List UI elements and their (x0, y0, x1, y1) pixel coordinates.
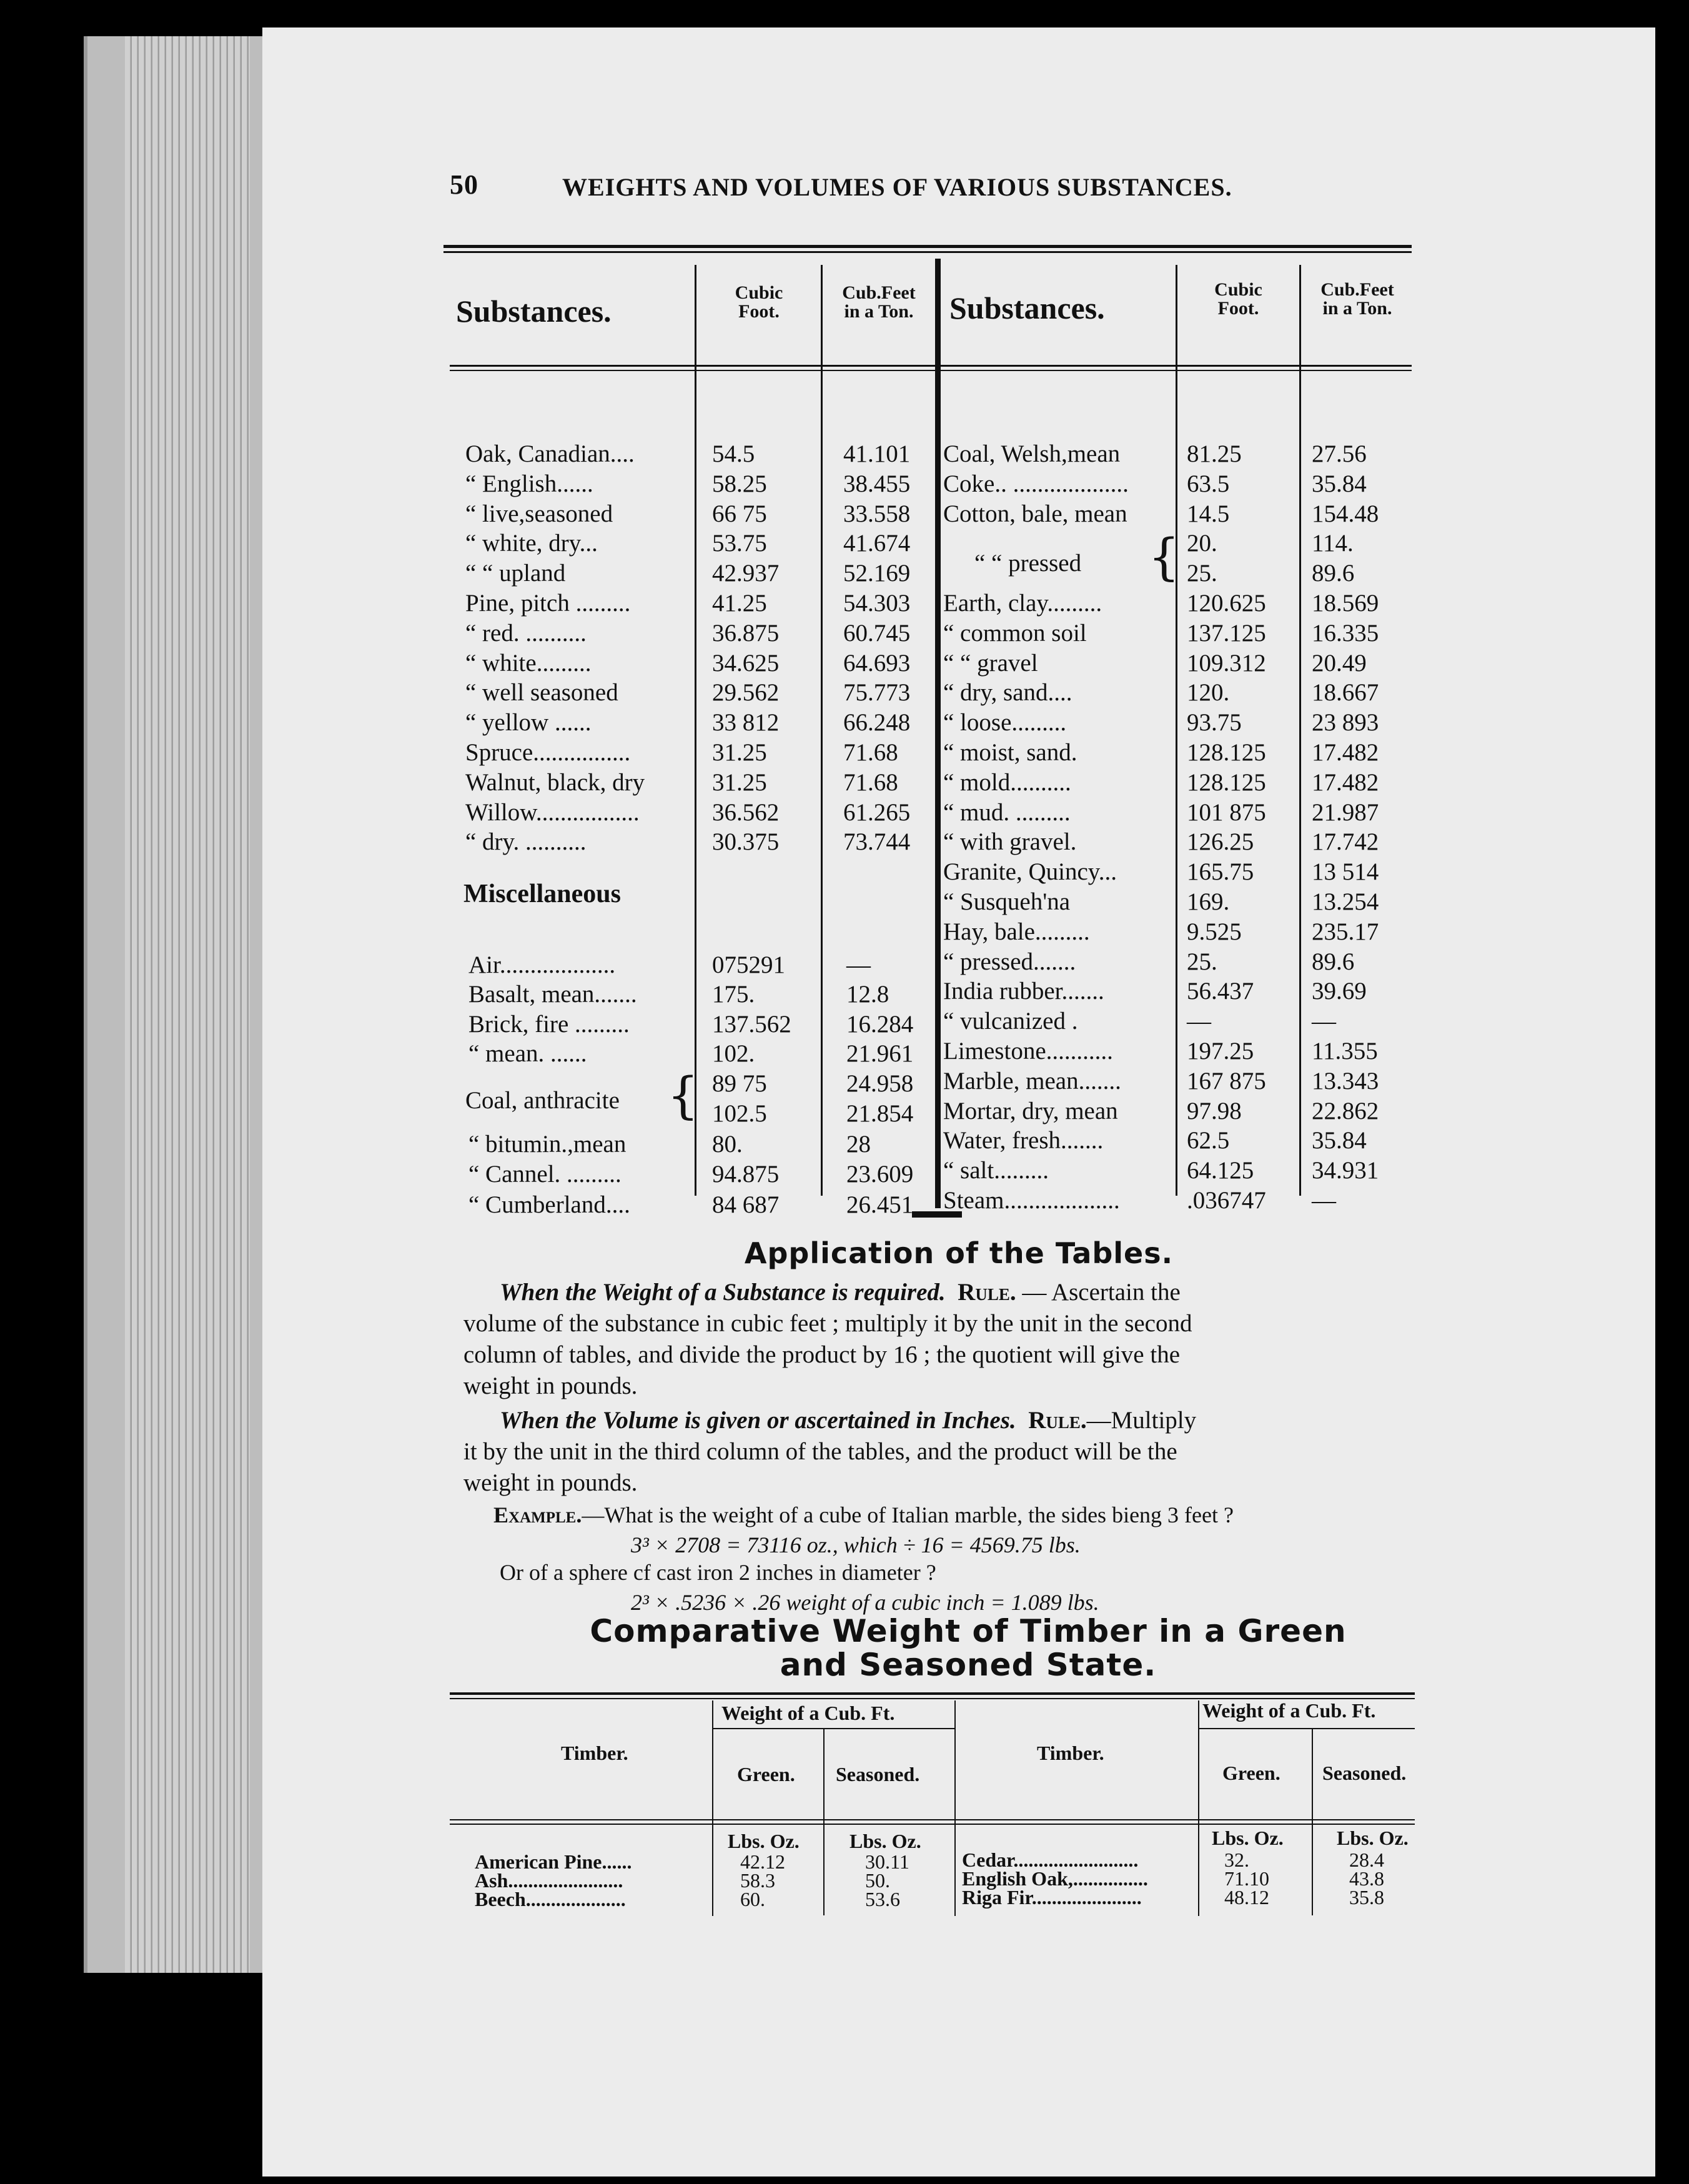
cubic-foot-value: 169. (1187, 888, 1230, 915)
unit-seasoned-right: Lbs. Oz. (1337, 1827, 1409, 1849)
seasoned-weight: 30.11 (865, 1850, 909, 1873)
cubic-foot-value: 9.525 (1187, 918, 1242, 945)
substance-name: “ live,seasoned (465, 500, 613, 527)
rule (450, 370, 1412, 371)
cubic-foot-value: 94.875 (712, 1161, 780, 1188)
substance-name: “ red. .......... (465, 619, 587, 647)
cub-feet-per-ton-value: 34.931 (1312, 1157, 1379, 1184)
substance-name: Oak, Canadian.... (465, 440, 635, 467)
coal-anthracite-label: Coal, anthracite (465, 1087, 620, 1114)
cub-feet-per-ton-value: 64.693 (843, 649, 911, 677)
cub-feet-per-ton-value: 13 514 (1312, 858, 1379, 886)
column-divider (954, 1700, 956, 1916)
cub-feet-per-ton-value: — (1312, 1187, 1336, 1214)
cub-feet-per-ton-value: 21.961 (846, 1040, 914, 1067)
cub-feet-per-ton-value: 22.862 (1312, 1097, 1379, 1124)
column-divider (1299, 265, 1301, 1196)
cubic-foot-value: 20. (1187, 530, 1217, 557)
example-question-2: Or of a sphere cf cast iron 2 inches in diameter ? (500, 1560, 936, 1585)
cubic-foot-value: 36.562 (712, 798, 780, 826)
paragraph-1-line-4: weight in pounds. (463, 1372, 638, 1399)
timber-name: American Pine...... (475, 1850, 632, 1873)
column-divider (821, 265, 823, 1196)
column-divider (695, 265, 696, 1196)
cub-feet-per-ton-value: 75.773 (843, 679, 911, 707)
substance-name: Basalt, mean....... (468, 981, 637, 1008)
unit-seasoned-left: Lbs. Oz. (849, 1830, 921, 1852)
cub-feet-per-ton-value: 52.169 (843, 560, 911, 587)
rule (443, 251, 1412, 253)
paragraph-2-line-2: it by the unit in the third column of the tables, and the product will be the (463, 1438, 1177, 1465)
rule (450, 1824, 1415, 1825)
cubic-foot-value: 175. (712, 981, 755, 1008)
cubic-foot-value: 84 687 (712, 1191, 780, 1218)
seasoned-header-left: Seasoned. (836, 1763, 920, 1785)
comparative-title-line-1: Comparative Weight of Timber in a Green (590, 1613, 1347, 1649)
seasoned-weight: 50. (865, 1869, 890, 1892)
cubic-foot-value: 167 875 (1187, 1067, 1266, 1094)
unit-green-left: Lbs. Oz. (728, 1830, 800, 1852)
cub-feet-per-ton-value: 89.6 (1312, 948, 1355, 975)
cubic-foot-value: 81.25 (1187, 440, 1242, 467)
timber-name: Cedar......................... (962, 1849, 1139, 1871)
substance-name: Spruce................ (465, 739, 631, 766)
cub-feet-per-ton-value: 16.284 (846, 1011, 914, 1038)
substance-name: Cotton, bale, mean (943, 500, 1127, 527)
green-weight: 32. (1224, 1849, 1249, 1871)
cubic-foot-value: 36.875 (712, 619, 780, 647)
page-edges (84, 36, 281, 1973)
cub-feet-per-ton-value: 71.68 (843, 768, 898, 796)
paragraph-1-line-3: column of tables, and divide the product by 16 ; the quotient will give the (463, 1341, 1181, 1368)
cub-feet-per-ton-value: 60.745 (843, 619, 911, 647)
column-divider (1312, 1728, 1313, 1915)
rule (712, 1728, 956, 1729)
example-question: Example.—What is the weight of a cube of Italian marble, the sides bieng 3 feet ? (493, 1502, 1234, 1527)
book-page (262, 27, 1655, 2177)
rule (1199, 1728, 1415, 1729)
cubic-foot-value: 14.5 (1187, 500, 1230, 527)
substance-name: “ with gravel. (943, 828, 1077, 856)
cub-feet-per-ton-value: 23 893 (1312, 709, 1379, 737)
column-divider (1198, 1700, 1199, 1916)
substance-name: Willow................. (465, 798, 640, 826)
cub-feet-per-ton-value: 41.101 (843, 440, 911, 467)
rule (443, 245, 1412, 248)
cub-feet-per-ton-value: 17.482 (1312, 768, 1379, 796)
cub-feet-per-ton-value: 16.335 (1312, 619, 1379, 647)
substance-name: “ bitumin.,mean (468, 1131, 627, 1158)
substance-name: “ yellow ...... (465, 709, 592, 737)
substance-name: “ pressed....... (943, 948, 1076, 975)
cub-feet-per-ton-value: 18.667 (1312, 679, 1379, 707)
cubic-foot-value: 53.75 (712, 530, 767, 557)
cub-feet-per-ton-value: 27.56 (1312, 440, 1367, 467)
column-divider (1176, 265, 1177, 1196)
cub-feet-per-ton-value: 12.8 (846, 981, 889, 1008)
cotton-pressed-label: “ “ pressed (974, 550, 1082, 577)
substance-name: Walnut, black, dry (465, 768, 645, 796)
cub-feet-per-ton-value: 24.958 (846, 1070, 914, 1097)
cub-feet-per-ton-value: 73.744 (843, 828, 911, 856)
cubic-foot-value: 66 75 (712, 500, 767, 527)
substance-name: “ vulcanized . (943, 1008, 1078, 1035)
timber-header-left: Timber. (561, 1742, 628, 1764)
substance-name: India rubber....... (943, 978, 1104, 1005)
cubic-foot-value: 101 875 (1187, 798, 1266, 826)
substance-name: Coal, Welsh,mean (943, 440, 1121, 467)
cubic-foot-value: 25. (1187, 948, 1217, 975)
cub-feet-per-ton-value: 114. (1312, 530, 1354, 557)
substance-name: Mortar, dry, mean (943, 1097, 1118, 1124)
green-header-left: Green. (737, 1763, 795, 1785)
cubic-foot-value: 31.25 (712, 768, 767, 796)
cubic-foot-value: 075291 (712, 951, 785, 978)
cub-feet-per-ton-value: — (1312, 1008, 1336, 1035)
cubic-foot-value: 137.125 (1187, 619, 1266, 647)
paragraph-2-line-3: weight in pounds. (463, 1469, 638, 1496)
cubic-foot-value: 54.5 (712, 440, 755, 467)
timber-name: Beech.................... (475, 1888, 626, 1910)
substance-name: Water, fresh....... (943, 1127, 1104, 1154)
brace: { (1148, 528, 1180, 586)
cubic-foot-value: 93.75 (1187, 709, 1242, 737)
cubic-foot-header-right: Cubic Foot. (1214, 279, 1262, 319)
substance-name: “ white......... (465, 649, 592, 677)
rule (450, 365, 1412, 367)
cubic-foot-value: 58.25 (712, 470, 767, 497)
cubic-foot-value: .036747 (1187, 1187, 1266, 1214)
substance-name: Coke.. ................... (943, 470, 1129, 497)
substance-name: “ “ gravel (943, 649, 1038, 677)
page-number: 50 (450, 169, 478, 200)
cubic-foot-value: 42.937 (712, 560, 780, 587)
seasoned-weight: 43.8 (1349, 1867, 1384, 1890)
cubic-foot-value: 63.5 (1187, 470, 1230, 497)
miscellaneous-heading: Miscellaneous (463, 880, 621, 908)
cubic-foot-value: 102. (712, 1040, 755, 1067)
cub-feet-per-ton-value: 11.355 (1312, 1038, 1378, 1065)
timber-name: Riga Fir...................... (962, 1886, 1142, 1909)
cub-feet-per-ton-value: 39.69 (1312, 978, 1367, 1005)
cub-feet-per-ton-value: 35.84 (1312, 470, 1367, 497)
cubic-foot-value: 64.125 (1187, 1157, 1254, 1184)
cub-feet-ton-header-left: Cub.Feet in a Ton. (842, 282, 916, 322)
substance-name: “ well seasoned (465, 679, 618, 707)
cubic-foot-value: 62.5 (1187, 1127, 1230, 1154)
substance-name: “ loose......... (943, 709, 1067, 737)
substance-name: “ Cumberland.... (468, 1191, 630, 1218)
comparative-title-line-2: and Seasoned State. (780, 1647, 1157, 1683)
cub-feet-ton-header-right: Cub.Feet in a Ton. (1320, 279, 1394, 319)
cub-feet-per-ton-value: 54.303 (843, 590, 911, 617)
substance-name: Hay, bale......... (943, 918, 1090, 945)
substances-header-left: Substances. (456, 294, 612, 329)
substance-name: “ dry, sand.... (943, 679, 1072, 707)
substance-name: “ white, dry... (465, 530, 598, 557)
cub-feet-per-ton-value: 26.451 (846, 1191, 914, 1218)
substance-name: Marble, mean....... (943, 1067, 1121, 1094)
cub-feet-per-ton-value: 71.68 (843, 739, 898, 766)
substance-name: “ English...... (465, 470, 593, 497)
cubic-foot-value: 56.437 (1187, 978, 1254, 1005)
column-divider (823, 1728, 825, 1915)
cub-feet-per-ton-value: 18.569 (1312, 590, 1379, 617)
cub-feet-per-ton-value: 21.854 (846, 1100, 914, 1127)
cubic-foot-header-left: Cubic Foot. (735, 282, 783, 322)
cubic-foot-value: 126.25 (1187, 828, 1254, 856)
cub-feet-per-ton-value: 41.674 (843, 530, 911, 557)
cub-feet-per-ton-value: 20.49 (1312, 649, 1367, 677)
cub-feet-per-ton-value: 89.6 (1312, 560, 1355, 587)
cubic-foot-value: 165.75 (1187, 858, 1254, 886)
cub-feet-per-ton-value: 66.248 (843, 709, 911, 737)
cubic-foot-value: 120.625 (1187, 590, 1266, 617)
timber-name: English Oak,............... (962, 1867, 1148, 1890)
paragraph-1-line-2: volume of the substance in cubic feet ; multiply it by the unit in the second (463, 1310, 1192, 1337)
cub-feet-per-ton-value: 13.343 (1312, 1067, 1379, 1094)
cub-feet-per-ton-value: 21.987 (1312, 798, 1379, 826)
substance-name: Granite, Quincy... (943, 858, 1117, 886)
substance-name: “ common soil (943, 619, 1087, 647)
rule (450, 1819, 1415, 1820)
cubic-foot-value: 34.625 (712, 649, 780, 677)
substance-name: “ salt......... (943, 1157, 1049, 1184)
application-title: Application of the Tables. (744, 1236, 1174, 1270)
cub-feet-per-ton-value: 17.742 (1312, 828, 1379, 856)
substance-name: “ dry. .......... (465, 828, 587, 856)
rule (450, 1692, 1415, 1695)
green-header-right: Green. (1222, 1762, 1280, 1784)
cub-feet-per-ton-value: 38.455 (843, 470, 911, 497)
substance-name: “ mold.......... (943, 768, 1071, 796)
column-divider (712, 1700, 713, 1916)
paragraph-2-line-1: When the Volume is given or ascertained in Inches. Rule.—Multiply (500, 1407, 1197, 1434)
substance-name: Pine, pitch ......... (465, 590, 631, 617)
cub-feet-per-ton-value: 235.17 (1312, 918, 1379, 945)
cubic-foot-value: 128.125 (1187, 768, 1266, 796)
green-weight: 71.10 (1224, 1867, 1269, 1890)
seasoned-header-right: Seasoned. (1322, 1762, 1407, 1784)
brace: { (667, 1066, 699, 1124)
cub-feet-per-ton-value: — (846, 951, 871, 978)
substance-name: Air................... (468, 951, 616, 978)
timber-header-right: Timber. (1037, 1742, 1104, 1764)
cubic-foot-value: 80. (712, 1131, 743, 1158)
cubic-foot-value: 33 812 (712, 709, 780, 737)
timber-name: Ash....................... (475, 1869, 623, 1892)
cub-feet-per-ton-value: 154.48 (1312, 500, 1379, 527)
cubic-foot-value: — (1187, 1008, 1211, 1035)
substance-name: “ mud. ......... (943, 798, 1071, 826)
cubic-foot-value: 102.5 (712, 1100, 767, 1127)
substance-name: Limestone........... (943, 1038, 1113, 1065)
substance-name: “ moist, sand. (943, 739, 1077, 766)
substances-header-right: Substances. (949, 290, 1105, 325)
cubic-foot-value: 30.375 (712, 828, 780, 856)
unit-green-right: Lbs. Oz. (1212, 1827, 1284, 1849)
cub-feet-per-ton-value: 17.482 (1312, 739, 1379, 766)
example-calculation-2: 2³ × .5236 × .26 weight of a cubic inch = 1.089 lbs. (631, 1590, 1099, 1615)
cubic-foot-value: 109.312 (1187, 649, 1266, 677)
cub-feet-per-ton-value: 28 (846, 1131, 871, 1158)
weight-header-left: Weight of a Cub. Ft. (721, 1702, 895, 1724)
substance-name: “ “ upland (465, 560, 566, 587)
green-weight: 42.12 (740, 1850, 785, 1873)
cubic-foot-value: 120. (1187, 679, 1230, 707)
cub-feet-per-ton-value: 23.609 (846, 1161, 914, 1188)
substance-name: “ Cannel. ......... (468, 1161, 622, 1188)
center-divider (935, 259, 941, 1208)
cubic-foot-value: 89 75 (712, 1070, 767, 1097)
cubic-foot-value: 41.25 (712, 590, 767, 617)
cubic-foot-value: 25. (1187, 560, 1217, 587)
substance-name: Brick, fire ......... (468, 1011, 630, 1038)
cubic-foot-value: 31.25 (712, 739, 767, 766)
example-calculation: 3³ × 2708 = 73116 oz., which ÷ 16 = 4569.75 lbs. (631, 1532, 1081, 1557)
green-weight: 48.12 (1224, 1886, 1269, 1909)
cubic-foot-value: 29.562 (712, 679, 780, 707)
cub-feet-per-ton-value: 35.84 (1312, 1127, 1367, 1154)
seasoned-weight: 53.6 (865, 1888, 900, 1910)
substance-name: “ Susqueh'na (943, 888, 1071, 915)
seasoned-weight: 35.8 (1349, 1886, 1384, 1909)
weight-header-right: Weight of a Cub. Ft. (1202, 1699, 1376, 1722)
cub-feet-per-ton-value: 61.265 (843, 798, 911, 826)
seasoned-weight: 28.4 (1349, 1849, 1384, 1871)
substance-name: Earth, clay......... (943, 590, 1102, 617)
substance-name: Steam................... (943, 1187, 1120, 1214)
green-weight: 58.3 (740, 1869, 775, 1892)
cub-feet-per-ton-value: 13.254 (1312, 888, 1379, 915)
cubic-foot-value: 97.98 (1187, 1097, 1242, 1124)
substance-name: “ mean. ...... (468, 1040, 587, 1067)
cub-feet-per-ton-value: 33.558 (843, 500, 911, 527)
page-title: WEIGHTS AND VOLUMES OF VARIOUS SUBSTANCES. (562, 173, 1232, 201)
paragraph-1-line-1: When the Weight of a Substance is required. Rule. — Ascertain the (500, 1279, 1181, 1306)
cubic-foot-value: 197.25 (1187, 1038, 1254, 1065)
cubic-foot-value: 137.562 (712, 1011, 791, 1038)
green-weight: 60. (740, 1888, 765, 1910)
cubic-foot-value: 128.125 (1187, 739, 1266, 766)
